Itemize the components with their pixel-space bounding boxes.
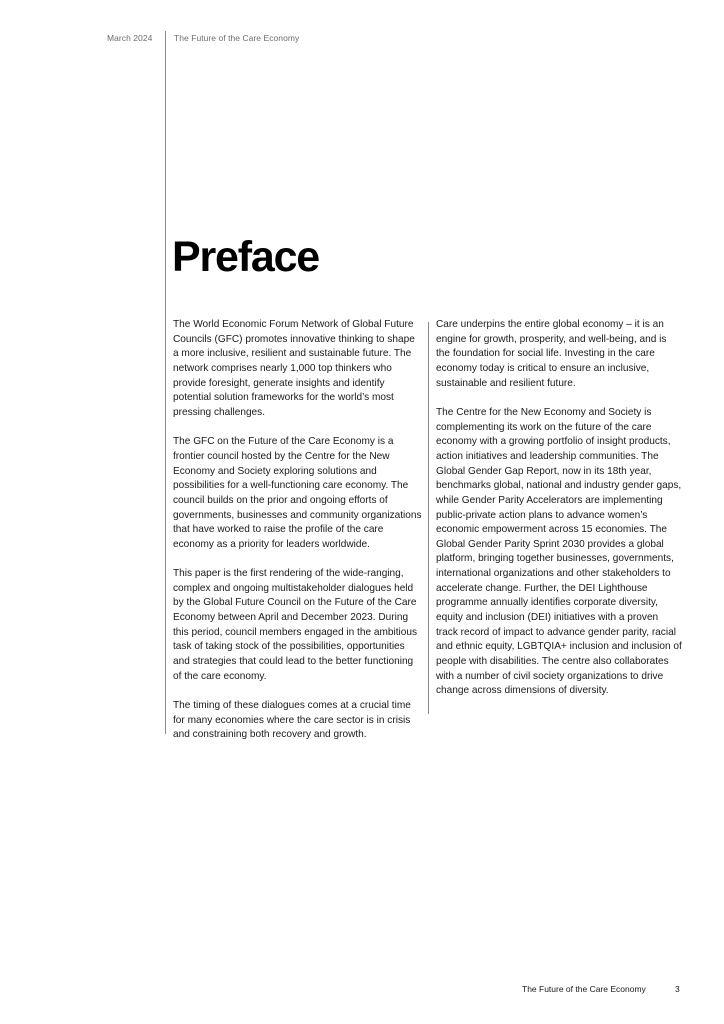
left-column <box>173 318 423 743</box>
paragraph: The World Economic Forum Network of Global Future Councils (GFC) promotes innovative thinking to shape a more inclusive, resilient and sustainable future. The network comprises nearly 1,000 top thinkers who provide foresight, generate insights and identify potential solution frameworks for the world’s most pressing challenges. <box>173 319 415 418</box>
header-report-title: The Future of the Care Economy <box>174 33 300 43</box>
vertical-rule-column <box>428 322 429 714</box>
paragraph: Care underpins the entire global economy – it is an engine for growth, prosperity, and well-being, and is the foundation for social life. Investing in the care economy today is critical to ensure an inclusive, sustainable and resilient future. <box>436 319 667 389</box>
header-date: March 2024 <box>107 33 153 43</box>
footer-report-title: The Future of the Care Economy <box>522 984 646 994</box>
vertical-rule-main <box>165 31 166 734</box>
page-number: 3 <box>675 984 680 994</box>
paragraph: The timing of these dialogues comes at a crucial time for many economies where the care sector is in crisis and constraining both recovery and growth. <box>173 700 411 741</box>
page-title: Preface <box>172 233 319 281</box>
paragraph: The Centre for the New Economy and Society is complementing its work on the future of the care economy with a growing portfolio of insight products, action initiatives and leadership communities. The Global Gender Gap Report, now in its 18th year, benchmarks global, national and industry gender gaps, while Gender Parity Accelerators are implementing public-private action plans to advance women’s economic empowerment across 15 economies. The Global Gender Parity Sprint 2030 provides a global platform, bringing together businesses, governments, international organizations and other stakeholders to accelerate change. Further, the DEI Lighthouse programme annually identifies corporate diversity, equity and inclusion (DEI) initiatives with a proven track record of impact to advance gender parity, racial and ethnic equity, LGBTQIA+ inclusion and inclusion of people with disabilities. The centre also collaborates with a number of civil society organizations to drive change across dimensions of diversity. <box>436 406 682 697</box>
right-column <box>436 318 682 699</box>
paragraph: This paper is the first rendering of the wide-ranging, complex and ongoing multistakeholder dialogues held by the Global Future Council on the Future of the Care Economy between April and December 2023. During this period, council members engaged in the ambitious task of taking stock of the possibilities, opportunities and strategies that could lead to the better functioning of the care economy. <box>173 568 418 682</box>
paragraph: The GFC on the Future of the Care Economy is a frontier council hosted by the Centre for the New Economy and Society exploring solutions and possibilities for a well-functioning care economy. The council builds on the prior and ongoing efforts of governments, businesses and community organizations that have worked to raise the profile of the care economy as a priority for leaders worldwide. <box>173 436 422 550</box>
